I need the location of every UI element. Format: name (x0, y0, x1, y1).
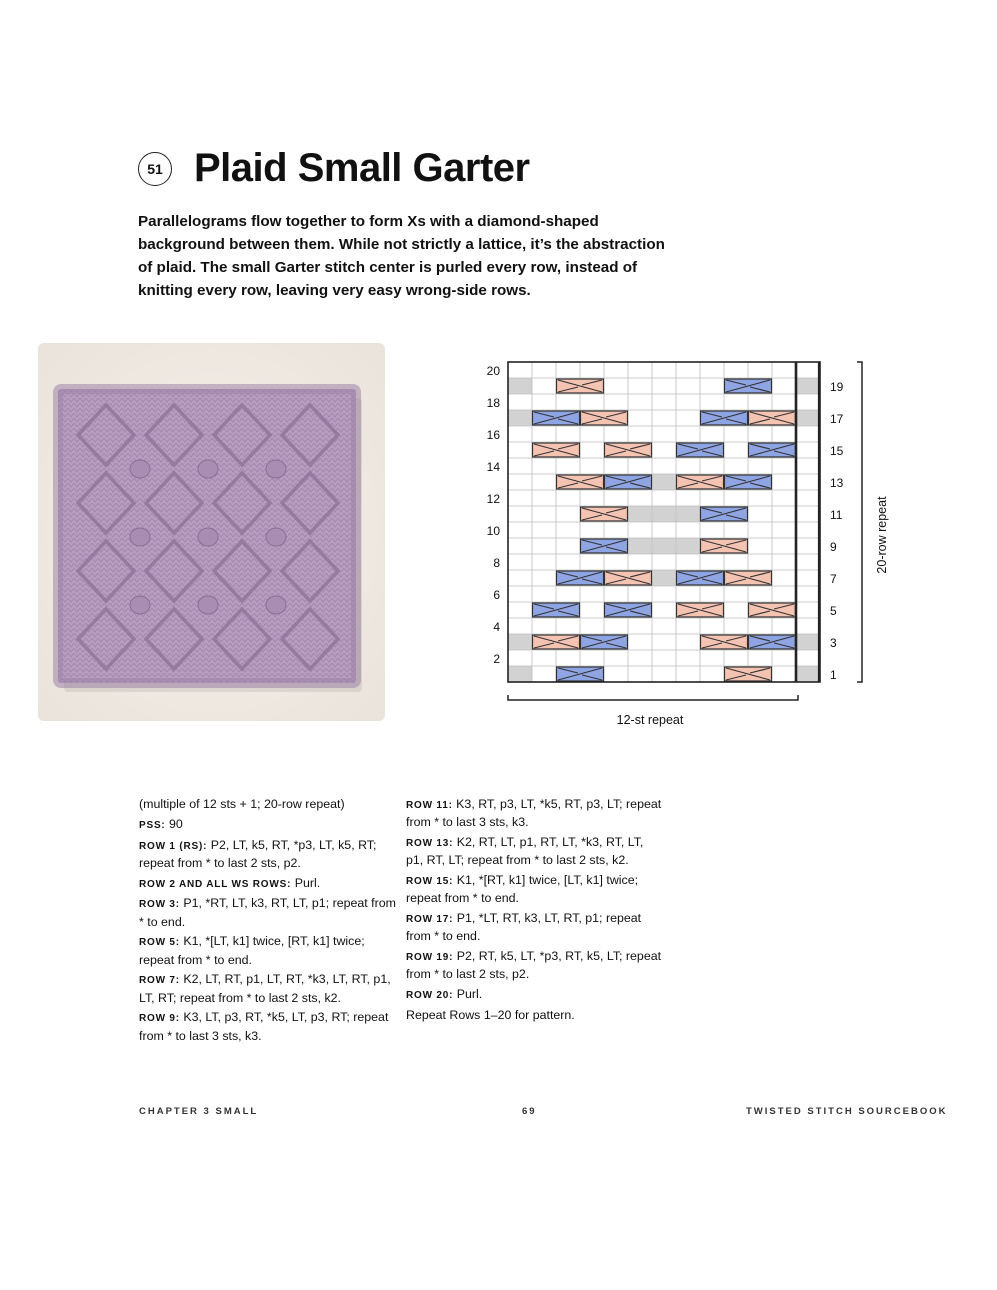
garter-bobble (266, 596, 286, 614)
row-number-label: 10 (486, 524, 500, 538)
left-twist-symbol (749, 411, 796, 425)
row-number-label: 6 (493, 588, 500, 602)
instructions-column-1 (139, 796, 397, 1047)
purl-cell (508, 410, 532, 426)
pattern-header (138, 146, 530, 191)
row-number-label: 1 (830, 668, 837, 682)
garter-bobble (198, 528, 218, 546)
row-label: ROW 9: (139, 1013, 180, 1025)
pss-value: 90 (169, 816, 183, 831)
row-number-label: 12 (486, 492, 500, 506)
purl-cell (652, 506, 676, 522)
garter-bobble (130, 528, 150, 546)
garter-bobble (130, 460, 150, 478)
pss-line (139, 816, 397, 834)
garter-bobble (130, 596, 150, 614)
purl-cell (628, 506, 652, 522)
row-instruction (139, 875, 397, 893)
chart-graph (470, 350, 890, 740)
purl-cell (676, 538, 700, 554)
right-twist-symbol (605, 603, 652, 617)
row-text: P2, RT, k5, LT, *p3, RT, k5, LT; repeat from * to last 2 sts, p2. (406, 949, 662, 982)
row-instruction (406, 948, 664, 983)
purl-cell (508, 634, 532, 650)
row-label: ROW 11: (406, 800, 453, 811)
row-label: ROW 15: (406, 876, 454, 887)
left-twist-symbol (677, 475, 724, 489)
right-twist-symbol (581, 539, 628, 553)
left-twist-symbol (557, 475, 604, 489)
row-number-label: 4 (493, 620, 500, 634)
row-label: ROW 2 AND ALL WS ROWS: (139, 878, 292, 890)
footer-page-number: 69 (522, 1106, 537, 1117)
row-repeat-bracket (857, 362, 862, 682)
row-text: P1, *LT, RT, k3, LT, RT, p1; repeat from * to end. (406, 911, 642, 944)
right-twist-symbol (749, 635, 796, 649)
right-twist-symbol (581, 635, 628, 649)
garter-bobble (266, 460, 286, 478)
right-twist-symbol (725, 379, 772, 393)
row-instruction (139, 971, 397, 1006)
garter-bobble (266, 528, 286, 546)
row-number-label: 11 (830, 508, 843, 522)
pss-label: PSS: (139, 819, 166, 831)
left-twist-symbol (581, 507, 628, 521)
multiple-note: (multiple of 12 sts + 1; 20-row repeat) (139, 797, 345, 811)
right-twist-symbol (557, 571, 604, 585)
row-instruction (406, 986, 664, 1004)
row-number-label: 3 (830, 636, 837, 650)
purl-cell (508, 378, 532, 394)
row-repeat-label: 20-row repeat (875, 496, 889, 574)
row-label: ROW 7: (139, 975, 180, 987)
row-label: ROW 20: (406, 990, 454, 1001)
row-instruction (406, 872, 664, 907)
row-number-label: 9 (830, 540, 837, 554)
purl-cell (796, 378, 820, 394)
row-number-label: 15 (830, 444, 844, 458)
purl-cell (652, 538, 676, 554)
knitting-chart (470, 350, 890, 745)
footer-chapter: CHAPTER 3 SMALL (139, 1106, 259, 1117)
row-text: K2, LT, RT, p1, LT, RT, *k3, LT, RT, p1, LT, RT; repeat from * to last 2 sts, k2. (139, 972, 391, 1005)
row-number-label: 19 (830, 380, 844, 394)
row-number-label: 7 (830, 572, 837, 586)
left-twist-symbol (701, 635, 748, 649)
garter-bobble (198, 460, 218, 478)
left-twist-symbol (701, 539, 748, 553)
left-twist-symbol (749, 603, 796, 617)
row-number-label: 20 (486, 364, 500, 378)
row-text: K2, RT, LT, p1, RT, LT, *k3, RT, LT, p1, RT, LT; repeat from * to last 2 sts, k2. (406, 835, 644, 868)
row-text: P1, *RT, LT, k3, RT, LT, p1; repeat from * to end. (139, 896, 396, 929)
footer-book-title: TWISTED STITCH SOURCEBOOK (746, 1106, 948, 1117)
left-twist-symbol (725, 571, 772, 585)
right-twist-symbol (605, 475, 652, 489)
row-instruction (139, 933, 397, 968)
row-number-label: 5 (830, 604, 837, 618)
left-twist-symbol (557, 379, 604, 393)
purl-cell (796, 634, 820, 650)
purl-cell (628, 538, 652, 554)
row-instruction (139, 1009, 397, 1044)
right-twist-symbol (701, 507, 748, 521)
page-title: Plaid Small Garter (194, 146, 530, 190)
row-label: ROW 3: (139, 899, 180, 911)
row-label: ROW 19: (406, 952, 454, 963)
row-text: K1, *[LT, k1] twice, [RT, k1] twice; repeat from * to end. (139, 934, 365, 967)
right-twist-symbol (533, 603, 580, 617)
row-instruction (406, 796, 664, 831)
left-twist-symbol (533, 635, 580, 649)
intro-paragraph: Parallelograms flow together to form Xs with a diamond-shaped background between them. While not strictly a lattice, it’s the abstraction of plaid. The small Garter stitch center is purled every row, instead of knitting every row, leaving very easy wrong-side rows. (138, 213, 665, 299)
right-twist-symbol (677, 443, 724, 457)
right-twist-symbol (701, 411, 748, 425)
row-number-label: 14 (486, 460, 500, 474)
purl-cell (508, 666, 532, 682)
row-label: ROW 5: (139, 937, 180, 949)
left-twist-symbol (581, 411, 628, 425)
instructions-column-2 (406, 796, 664, 1027)
row-text: Purl. (294, 875, 321, 890)
row-label: ROW 13: (406, 838, 454, 849)
row-text: K3, LT, p3, RT, *k5, LT, p3, RT; repeat from * to last 3 sts, k3. (139, 1010, 389, 1043)
row-text: K3, RT, p3, LT, *k5, RT, p3, LT; repeat from * to last 3 sts, k3. (406, 797, 662, 830)
knit-swatch-photo (38, 343, 385, 721)
row-number-label: 13 (830, 476, 844, 490)
row-label: ROW 17: (406, 914, 454, 925)
row-instruction (406, 910, 664, 945)
row-number-label: 16 (486, 428, 500, 442)
garter-bobble (198, 596, 218, 614)
right-twist-symbol (677, 571, 724, 585)
purl-cell (676, 506, 700, 522)
row-number-label: 18 (486, 396, 500, 410)
row-instruction (139, 837, 397, 872)
repeat-note: Repeat Rows 1–20 for pattern. (406, 1007, 575, 1022)
purl-cell (652, 570, 676, 586)
row-instruction (139, 895, 397, 930)
left-twist-symbol (605, 571, 652, 585)
left-twist-symbol (677, 603, 724, 617)
row-instructions-list (406, 796, 664, 1004)
swatch-illustration (38, 343, 385, 721)
right-twist-symbol (533, 411, 580, 425)
row-number-label: 17 (830, 412, 844, 426)
stitch-repeat-bracket (508, 695, 798, 700)
row-text: Purl. (456, 987, 483, 1001)
row-text: K1, *[RT, k1] twice, [LT, k1] twice; repeat from * to end. (406, 873, 639, 906)
purl-cell (652, 474, 676, 490)
right-twist-symbol (557, 667, 604, 681)
row-label: ROW 1 (RS): (139, 840, 208, 852)
pattern-number-badge: 51 (138, 152, 172, 186)
row-instructions-list (139, 837, 397, 1045)
left-twist-symbol (533, 443, 580, 457)
purl-cell (796, 410, 820, 426)
right-twist-symbol (749, 443, 796, 457)
right-twist-symbol (725, 475, 772, 489)
left-twist-symbol (725, 667, 772, 681)
stitch-repeat-label: 12-st repeat (616, 713, 684, 727)
row-number-label: 8 (493, 556, 500, 570)
row-number-label: 2 (493, 652, 500, 666)
row-instruction (406, 834, 664, 869)
row-text: P2, LT, k5, RT, *p3, LT, k5, RT; repeat from * to last 2 sts, p2. (139, 837, 377, 870)
left-twist-symbol (605, 443, 652, 457)
purl-cell (796, 666, 820, 682)
